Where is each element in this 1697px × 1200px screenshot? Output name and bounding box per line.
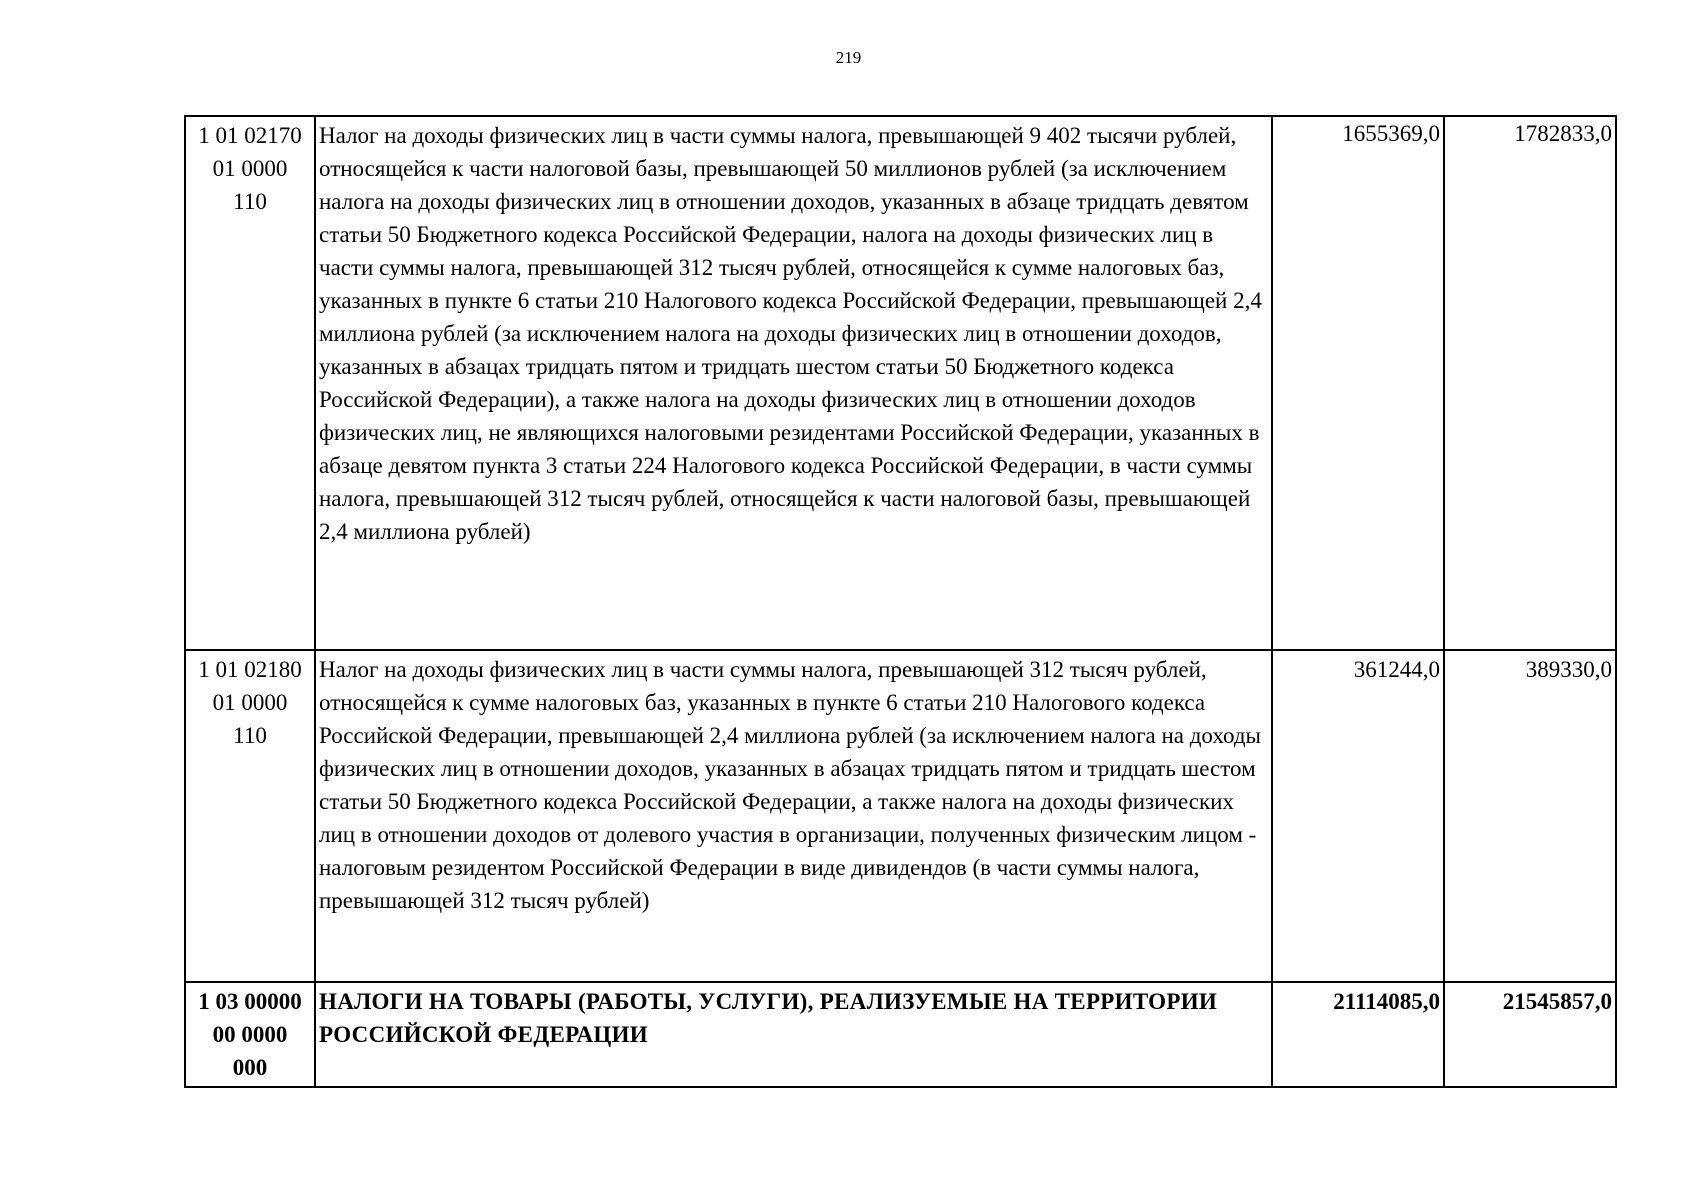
code-line: 000 bbox=[232, 1055, 268, 1080]
amount-year-2: 389330,0 bbox=[1444, 650, 1616, 982]
code-line: 01 0000 bbox=[212, 690, 288, 715]
table-row bbox=[185, 650, 1616, 982]
amount-year-2: 1782833,0 bbox=[1444, 116, 1616, 650]
amount-year-1: 1655369,0 bbox=[1272, 116, 1444, 650]
budget-revenue-table bbox=[184, 115, 1617, 1088]
revenue-name: Налог на доходы физических лиц в части суммы налога, превышающей 312 тысяч рублей, относящейся к сумме налоговых баз, указанных в пункте 6 статьи 210 Налогового кодекса Российской Федерации, превышающей 2,4 миллиона рублей (за исключением налога на доходы физических лиц в отношении доходов, указанных в абзацах тридцать пятом и тридцать шестом статьи 50 Бюджетного кодекса Российской Федерации, а также налога на доходы физических лиц в отношении доходов от долевого участия в организации, полученных физическим лицом - налоговым резидентом Российской Федерации в виде дивидендов (в части суммы налога, превышающей 312 тысяч рублей) bbox=[315, 650, 1272, 982]
budget-classification-code bbox=[185, 650, 315, 982]
code-line: 110 bbox=[233, 189, 267, 214]
amount-year-1: 361244,0 bbox=[1272, 650, 1444, 982]
code-line: 110 bbox=[233, 723, 267, 748]
code-line: 1 03 00000 bbox=[198, 989, 302, 1014]
budget-classification-code bbox=[185, 116, 315, 650]
amount-year-1: 21114085,0 bbox=[1272, 982, 1444, 1087]
page-number: 219 bbox=[835, 48, 862, 67]
revenue-name: Налог на доходы физических лиц в части суммы налога, превышающей 9 402 тысячи рублей, относящейся к части налоговой базы, превышающей 50 миллионов рублей (за исключением налога на доходы физических лиц в отношении доходов, указанных в абзаце тридцать девятом статьи 50 Бюджетного кодекса Российской Федерации, налога на доходы физических лиц в части суммы налога, превышающей 312 тысяч рублей, относящейся к сумме налоговых баз, указанных в пункте 6 статьи 210 Налогового кодекса Российской Федерации, превышающей 2,4 миллиона рублей (за исключением налога на доходы физических лиц в отношении доходов, указанных в абзацах тридцать пятом и тридцать шестом статьи 50 Бюджетного кодекса Российской Федерации), а также налога на доходы физических лиц в отношении доходов физических лиц, не являющихся налоговыми резидентами Российской Федерации, указанных в абзаце девятом пункта 3 статьи 224 Налогового кодекса Российской Федерации, в части суммы налога, превышающей 312 тысяч рублей, относящейся к части налоговой базы, превышающей 2,4 миллиона рублей) bbox=[315, 116, 1272, 650]
revenue-section-name: НАЛОГИ НА ТОВАРЫ (РАБОТЫ, УСЛУГИ), РЕАЛИЗУЕМЫЕ НА ТЕРРИТОРИИ РОССИЙСКОЙ ФЕДЕРАЦИИ bbox=[315, 982, 1272, 1087]
code-line: 1 01 02170 bbox=[198, 123, 302, 148]
code-line: 1 01 02180 bbox=[198, 657, 302, 682]
table-row bbox=[185, 116, 1616, 650]
code-line: 00 0000 bbox=[212, 1022, 288, 1047]
budget-classification-code bbox=[185, 982, 315, 1087]
table-row-section-total bbox=[185, 982, 1616, 1087]
amount-year-2: 21545857,0 bbox=[1444, 982, 1616, 1087]
code-line: 01 0000 bbox=[212, 156, 288, 181]
